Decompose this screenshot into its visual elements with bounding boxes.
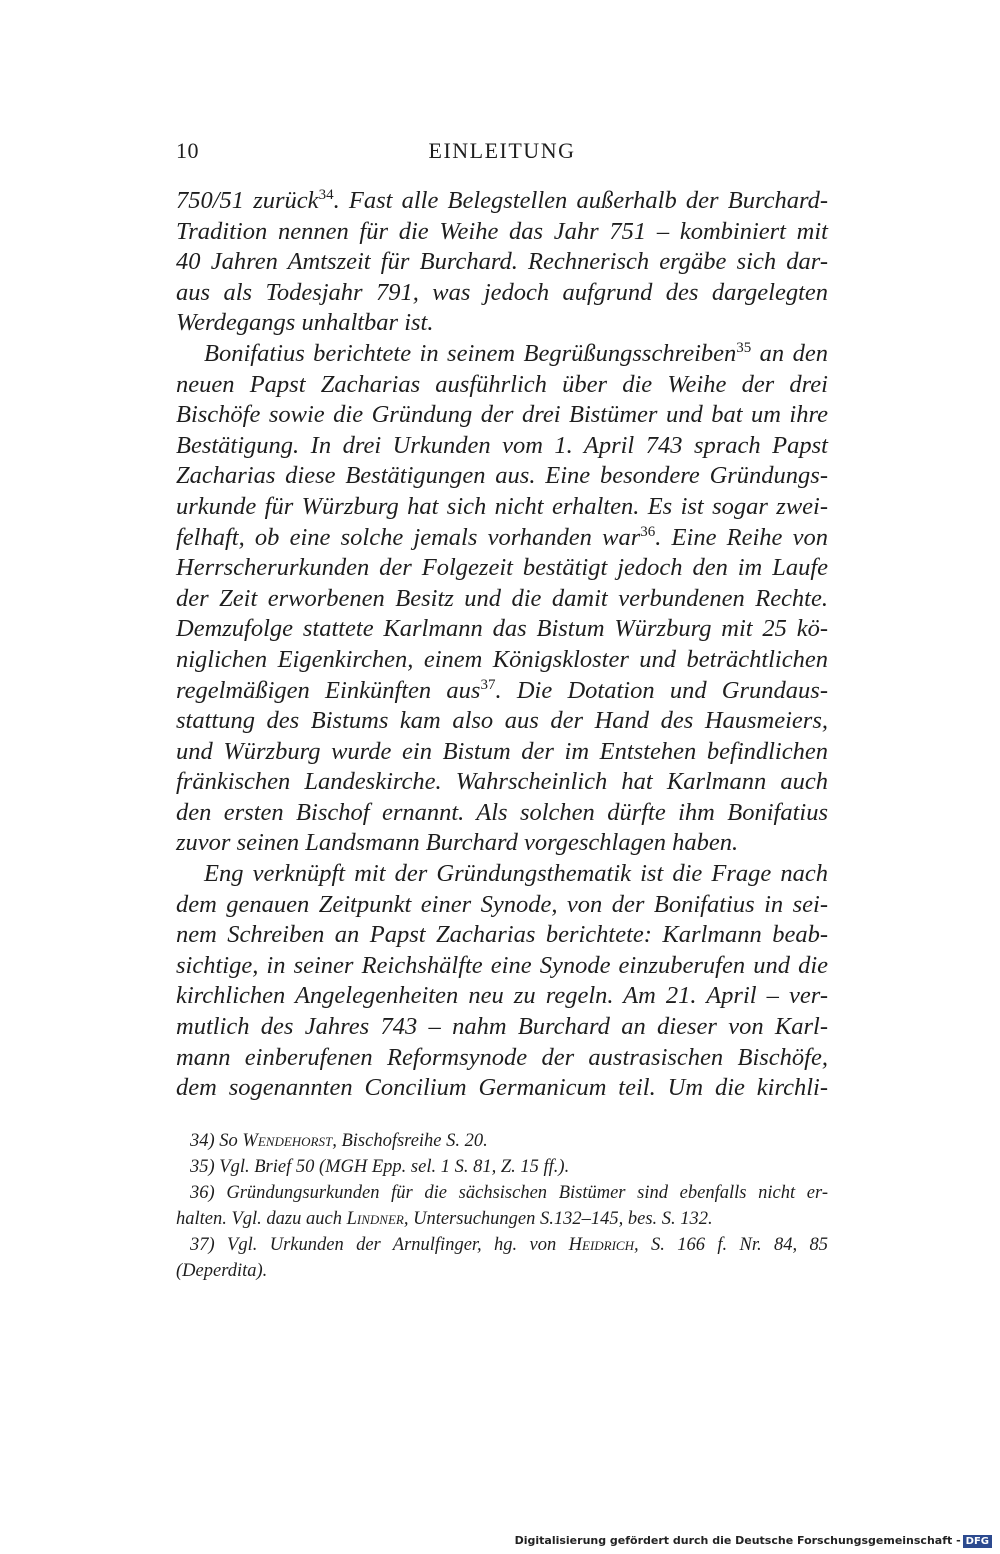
text-span: . Die Dotation und Grundaus- — [495, 676, 828, 704]
footnote-36: 36) Gründungsurkunden für die sächsischen Bistümer sind ebenfalls nicht er- — [190, 1183, 828, 1203]
footnote-36-continued — [176, 1206, 828, 1232]
running-head: EINLEITUNG — [428, 138, 576, 163]
author-name: Heidrich — [568, 1235, 634, 1255]
text-line — [176, 523, 828, 554]
text-line: Zacharias diese Bestätigungen aus. Eine besondere Gründungs- — [176, 462, 828, 490]
text-line: fränkischen Landeskirche. Wahrscheinlich hat Karlmann auch — [176, 768, 828, 796]
text-line: dem sogenannten Concilium Germanicum teil. Um die kirchli- — [176, 1074, 828, 1102]
page-number: 10 — [176, 138, 199, 163]
body-text — [176, 186, 828, 1104]
text-line: nem Schreiben an Papst Zacharias berichtete: Karlmann beab- — [176, 921, 828, 949]
text-line: dem genauen Zeitpunkt einer Synode, von der Bonifatius in sei- — [176, 890, 828, 918]
text-line: der Zeit erworbenen Besitz und die damit verbundenen Rechte. — [176, 584, 828, 612]
text-span: . Fast alle Belegstellen außerhalb der Burchard- — [333, 187, 828, 214]
text-span: an den — [751, 339, 828, 367]
footnote-37 — [176, 1232, 828, 1258]
text-span: 37) Vgl. Urkunden der Arnulfinger, hg. von — [190, 1235, 569, 1255]
text-span: regelmäßigen Einkünften aus — [176, 676, 481, 704]
text-line: Bischöfe sowie die Gründung der drei Bistümer und bat um ihre — [176, 401, 828, 429]
text-line: sichtige, in seiner Reichshälfte eine Synode einzuberufen und die — [176, 951, 828, 979]
text-line: mutlich des Jahres 743 – nahm Burchard an dieser von Karl- — [176, 1013, 828, 1041]
footnote-ref: 35 — [736, 339, 752, 356]
text-line: aus als Todesjahr 791, was jedoch aufgrund des dargelegten — [176, 278, 828, 306]
text-span: halten. Vgl. dazu auch — [176, 1209, 347, 1229]
text-line: kirchlichen Angelegenheiten neu zu regeln. Am 21. April – ver- — [176, 982, 828, 1010]
author-name: Lindner — [346, 1209, 404, 1229]
text-line: niglichen Eigenkirchen, einem Königskloster und beträchtlichen — [176, 645, 828, 673]
page-header — [176, 138, 828, 172]
credit-text: Digitalisierung gefördert durch die Deutsche Forschungsgemeinschaft - — [514, 1534, 961, 1547]
text-line: mann einberufenen Reformsynode der austrasischen Bischöfe, — [176, 1043, 828, 1071]
text-line: und Würzburg wurde ein Bistum der im Entstehen befindlichen — [176, 737, 828, 765]
text-span: , S. 166 f. Nr. 84, 85 — [634, 1235, 828, 1255]
text-line: Bestätigung. In drei Urkunden vom 1. April 743 sprach Papst — [176, 431, 828, 459]
text-span: felhaft, ob eine solche jemals vorhanden war — [176, 523, 641, 551]
dfg-logo: DFG — [963, 1535, 992, 1548]
text-line: Tradition nennen für die Weihe das Jahr 751 – kombiniert mit — [176, 217, 828, 245]
text-span: , Bischofsreihe S. 20. — [332, 1131, 488, 1151]
text-line: Werdegangs unhaltbar ist. — [176, 309, 434, 337]
text-span: Bonifatius berichtete in seinem Begrüßungsschreiben — [204, 339, 737, 367]
text-line: Herrscherurkunden der Folgezeit bestätigt jedoch den im Laufe — [176, 554, 828, 582]
footnote-ref: 36 — [640, 523, 656, 540]
footnote-ref: 37 — [480, 676, 496, 693]
text-line — [176, 186, 828, 217]
footnote-34 — [176, 1128, 828, 1154]
text-line: zuvor seinen Landsmann Burchard vorgeschlagen haben. — [176, 829, 739, 857]
text-line: Demzufolge stattete Karlmann das Bistum Würzburg mit 25 kö- — [176, 615, 828, 643]
text-line: 40 Jahren Amtszeit für Burchard. Rechnerisch ergäbe sich dar- — [176, 248, 828, 276]
text-line: stattung des Bistums kam also aus der Hand des Hausmeiers, — [176, 707, 828, 735]
text-line: urkunde für Würzburg hat sich nicht erhalten. Es ist sogar zwei- — [176, 492, 828, 520]
text-span: . Eine Reihe von — [655, 523, 828, 551]
text-span: 750/51 zurück — [176, 187, 319, 214]
footnotes — [176, 1128, 828, 1284]
text-line: neuen Papst Zacharias ausführlich über die Weihe der drei — [176, 370, 828, 398]
text-line — [176, 339, 828, 370]
text-line — [176, 676, 828, 707]
text-span: , Untersuchungen S.132–145, bes. S. 132. — [403, 1209, 713, 1229]
footnote-ref: 34 — [318, 187, 334, 203]
text-span: 34) So — [190, 1131, 243, 1151]
text-line: den ersten Bischof ernannt. Als solchen dürfte ihm Bonifatius — [176, 798, 828, 826]
footnote-35: 35) Vgl. Brief 50 (MGH Epp. sel. 1 S. 81, Z. 15 ff.). — [190, 1157, 570, 1177]
text-line: Eng verknüpft mit der Gründungsthematik ist die Frage nach — [204, 860, 828, 888]
footnote-37-continued: (Deperdita). — [176, 1261, 268, 1281]
author-name: Wendehorst — [242, 1131, 333, 1151]
digitization-credit — [515, 1534, 992, 1548]
